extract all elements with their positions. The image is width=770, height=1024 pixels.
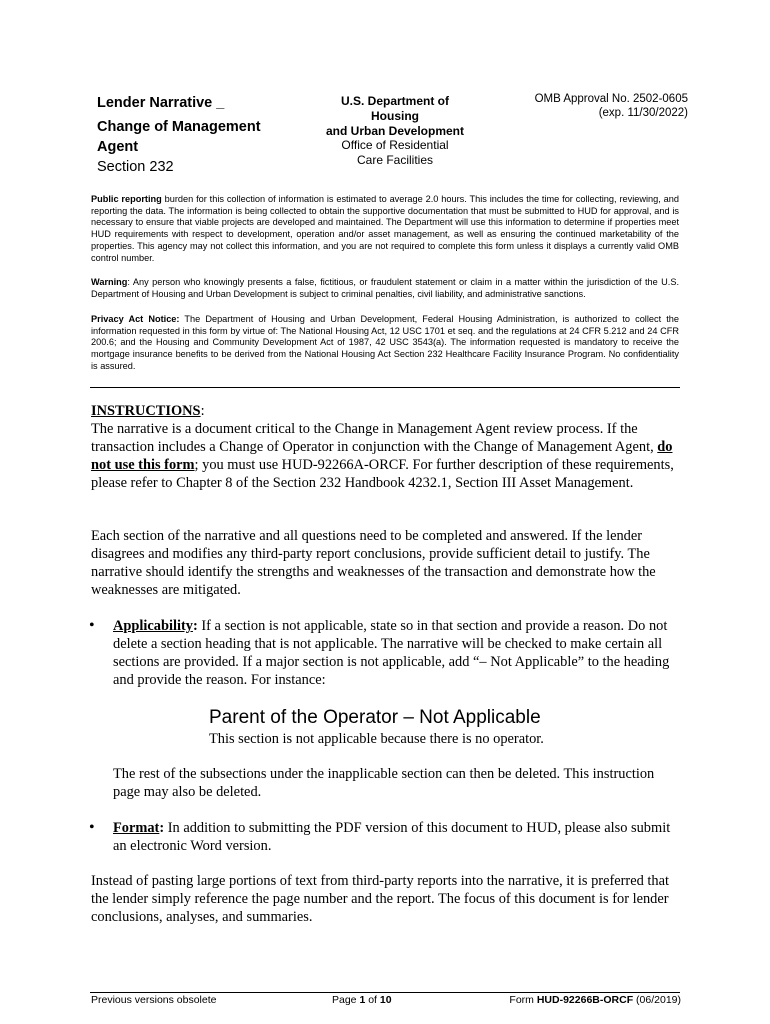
footer-rule <box>90 992 680 993</box>
title-line-2: Change of Management <box>97 119 261 135</box>
page-total: 10 <box>379 994 392 1006</box>
footer-obsolete-note: Previous versions obsolete <box>91 994 217 1006</box>
page-of: of <box>365 994 380 1006</box>
title-line-1: Lender Narrative _ <box>97 95 225 111</box>
section-label: Section 232 <box>97 159 174 175</box>
completion-paragraph: Each section of the narrative and all questions need to be completed and answered. If the lender disagrees and modifies any third-party report conclusions, provide sufficient detail to justify. The narrative should identify the strengths and weaknesses of the transaction and demonstrate how the weaknesses are mitigated. <box>91 528 656 598</box>
omb-number: OMB Approval No. 2502-0605 <box>534 93 688 105</box>
instructions-colon: : <box>200 403 205 419</box>
warning-notice <box>91 277 679 300</box>
applicability-colon: : <box>192 618 198 634</box>
form-identifier <box>493 994 681 1007</box>
applicability-text: If a section is not applicable, state so in that section and provide a reason. Do not delete a section heading that is not applicable. The narrative will be checked to make certain all sections are provided. If a major section is not applicable, add “– Not Applicable” to the heading and provide the reason. For instance: <box>113 618 670 688</box>
omb-approval-block <box>500 93 688 120</box>
example-heading: Parent of the Operator – Not Applicable <box>209 707 541 728</box>
title-line-3: Agent <box>97 139 139 155</box>
instructions-heading: INSTRUCTIONS <box>91 403 201 419</box>
public-reporting-notice <box>91 194 679 264</box>
bullet-icon: • <box>89 617 95 634</box>
format-bullet <box>113 819 681 855</box>
warning-text: : Any person who knowingly presents a false, fictitious, or fraudulent statement or claim in a matter within the jurisdiction of the U.S. Department of Housing and Urban Development is subject to criminal penalties, civil liability, and administrative sanctions. <box>91 277 679 299</box>
instructions-emphasis: do not use this form <box>91 439 673 473</box>
document-title-block <box>97 93 297 177</box>
instructions-paragraph <box>91 402 681 492</box>
privacy-act-notice <box>91 314 679 373</box>
bullet-icon: • <box>89 819 95 836</box>
omb-expiration: (exp. 11/30/2022) <box>598 106 688 119</box>
public-reporting-text: burden for this collection of information is estimated to average 2.0 hours. This includes the time for collecting, reviewing, and reporting the data. The information is being collected to obtain the supportive documentation that must be submitted to HUD for approval, and is necessary to ensure that viable projects are developed and maintained. The Department will use this information to determine if properties meet HUD requirements with respect to development, operation and/or asset management, as well as ensuring the continued marketability of the properties. This agency may not collect this information, and you are not required to complete this form unless it displays a currently valid OMB control number. <box>91 194 679 263</box>
page-current: 1 <box>359 994 366 1006</box>
dept-line-1: U.S. Department of <box>340 94 449 108</box>
format-colon: : <box>159 820 165 836</box>
office-line-2: Care Facilities <box>356 153 434 168</box>
dept-line-3: and Urban Development <box>325 123 465 138</box>
dept-line-2: Housing <box>371 108 419 123</box>
form-prefix: Form <box>509 994 537 1006</box>
applicability-label: Applicability <box>113 618 193 634</box>
form-date: (06/2019) <box>633 994 681 1006</box>
office-line-1: Office of Residential <box>341 138 449 153</box>
instructions-text-2: ; you must use HUD-92266A-ORCF. For further description of these requirements, please refer to Chapter 8 of the Section 232 Handbook 4232.1, Section III Asset Management. <box>91 457 674 491</box>
closing-paragraph: Instead of pasting large portions of text from third-party reports into the narrative, it is preferred that the lender simply reference the page number and the report. The focus of this document is for lender conclusions, analyses, and summaries. <box>91 873 669 925</box>
privacy-text: The Department of Housing and Urban Development, Federal Housing Administration, is authorized to collect the information requested in this form by virtue of: The National Housing Act, 12 USC 1701 et seq. and the regulations at 24 CFR 5.212 and 24 CFR 200.6; and the Housing and Community Development Act of 1987, 42 USC 3543(a). The information requested is mandatory to receive the mortgage insurance benefits to be derived from the National Housing Act Section 232 Healthcare Facility Insurance Program. No confidentiality is assured. <box>91 314 680 371</box>
form-id: HUD-92266B-ORCF <box>536 994 634 1006</box>
page-prefix: Page <box>332 994 360 1006</box>
page-number <box>332 994 392 1007</box>
divider-rule <box>90 387 680 388</box>
applicability-bullet <box>113 617 681 689</box>
format-text: In addition to submitting the PDF version of this document to HUD, please also submit an electronic Word version. <box>113 820 671 854</box>
warning-label: Warning <box>91 277 128 287</box>
deletion-note: The rest of the subsections under the inapplicable section can then be deleted. This instruction page may also be deleted. <box>113 766 655 800</box>
public-reporting-label: Public reporting <box>91 194 162 204</box>
privacy-label: Privacy Act Notice: <box>91 314 180 324</box>
format-label: Format <box>113 820 160 836</box>
example-subtext: This section is not applicable because there is no operator. <box>209 731 544 747</box>
instructions-text-1: The narrative is a document critical to the Change in Management Agent review process. If the transaction includes a Change of Operator in conjunction with the Change of Management Agent, <box>91 421 658 455</box>
department-block <box>310 94 480 168</box>
